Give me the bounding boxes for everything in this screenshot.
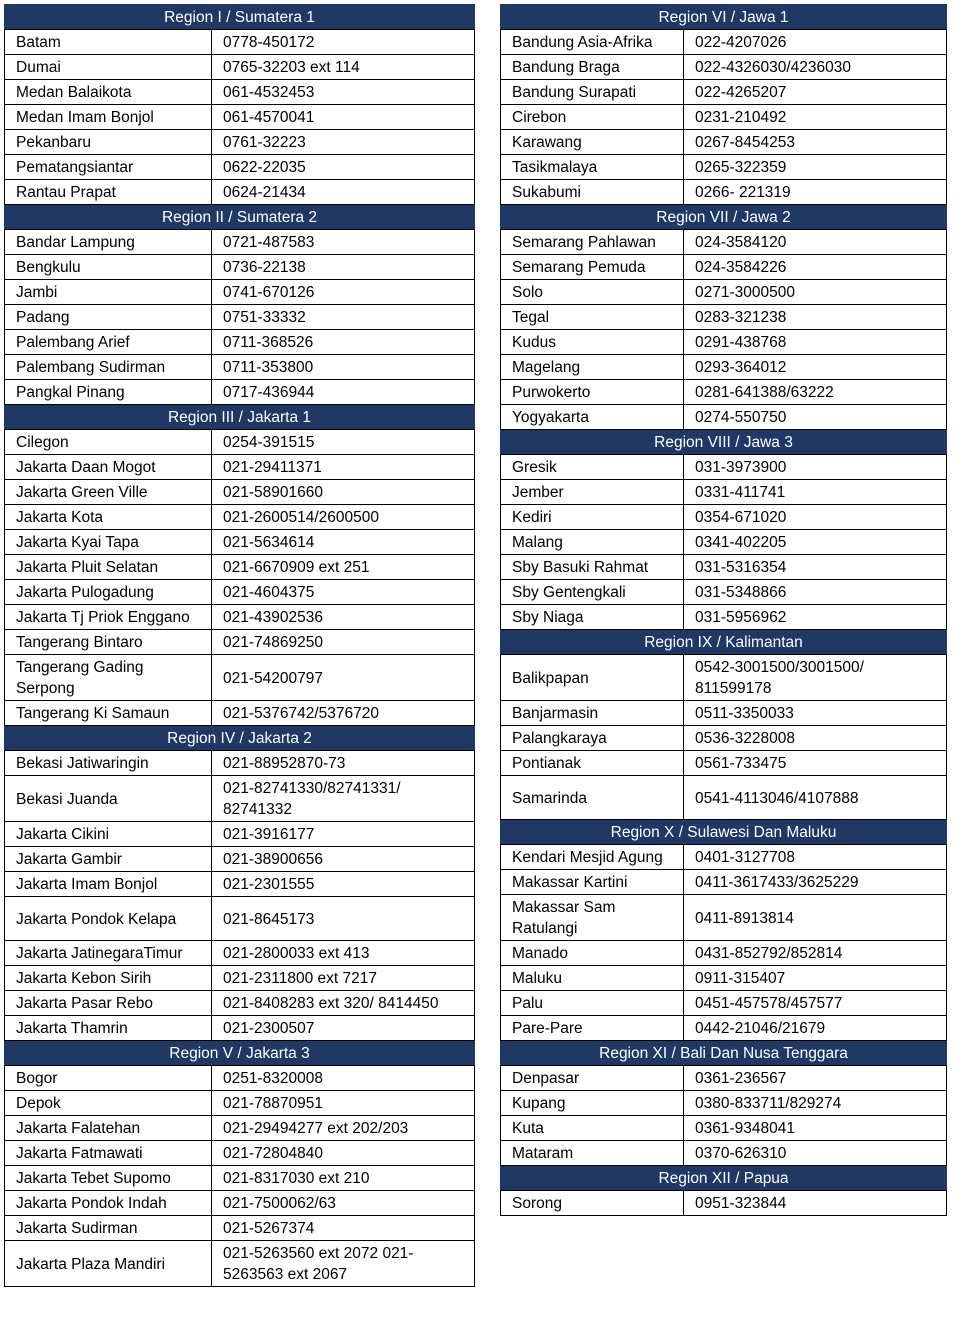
region-header (5, 5, 475, 30)
branch-phone: 021-58901660 (212, 480, 475, 505)
region-header (501, 630, 947, 655)
branch-phone: 022-4207026 (684, 30, 947, 55)
region-header (5, 1041, 475, 1066)
region-title: Region IX / Kalimantan (501, 630, 947, 655)
branch-phone: 024-3584120 (684, 230, 947, 255)
branch-name: Dumai (5, 55, 212, 80)
table-row (501, 845, 947, 870)
branch-name: Bogor (5, 1066, 212, 1091)
branch-phone: 0431-852792/852814 (684, 941, 947, 966)
branch-phone: 021-8317030 ext 210 (212, 1166, 475, 1191)
table-row (501, 55, 947, 80)
region-header (501, 820, 947, 845)
branch-phone: 0361-236567 (684, 1066, 947, 1091)
branch-name: Gresik (501, 455, 684, 480)
branch-phone: 022-4326030/4236030 (684, 55, 947, 80)
branch-phone: 0401-3127708 (684, 845, 947, 870)
region-header (501, 5, 947, 30)
branch-name: Kediri (501, 505, 684, 530)
branch-name: Jakarta Fatmawati (5, 1141, 212, 1166)
branch-name: Jakarta Kyai Tapa (5, 530, 212, 555)
table-row (5, 605, 475, 630)
table-row (501, 255, 947, 280)
table-row (5, 822, 475, 847)
region-header (5, 205, 475, 230)
table-row (501, 405, 947, 430)
table-row (501, 605, 947, 630)
branch-name: Jakarta Kota (5, 505, 212, 530)
branch-phone: 0281-641388/63222 (684, 380, 947, 405)
branch-name: Batam (5, 30, 212, 55)
table-row (5, 180, 475, 205)
branch-phone: 021-78870951 (212, 1091, 475, 1116)
branch-name: Jakarta Pasar Rebo (5, 991, 212, 1016)
table-row (501, 130, 947, 155)
branch-name: Jakarta Pondok Kelapa (5, 897, 212, 941)
branch-phone: 0283-321238 (684, 305, 947, 330)
branch-phone: 021-5263560 ext 2072 021-5263563 ext 2067 (212, 1241, 475, 1287)
table-row (501, 1141, 947, 1166)
table-row (501, 776, 947, 820)
branch-name: Cilegon (5, 430, 212, 455)
table-row (5, 1066, 475, 1091)
branch-name: Jakarta Daan Mogot (5, 455, 212, 480)
branch-phone: 0293-364012 (684, 355, 947, 380)
table-row (5, 1216, 475, 1241)
table-row (5, 155, 475, 180)
branch-name: Rantau Prapat (5, 180, 212, 205)
table-row (5, 355, 475, 380)
branch-name: Jakarta Green Ville (5, 480, 212, 505)
table-row (501, 505, 947, 530)
table-row (501, 80, 947, 105)
table-row (5, 1116, 475, 1141)
table-row (501, 355, 947, 380)
branch-name: Semarang Pahlawan (501, 230, 684, 255)
branch-phone: 021-8408283 ext 320/ 8414450 (212, 991, 475, 1016)
table-row (5, 991, 475, 1016)
branch-name: Makassar Sam Ratulangi (501, 895, 684, 941)
table-row (501, 330, 947, 355)
branch-name: Mataram (501, 1141, 684, 1166)
branch-name: Makassar Kartini (501, 870, 684, 895)
branch-name: Tangerang Bintaro (5, 630, 212, 655)
branch-phone: 0721-487583 (212, 230, 475, 255)
branch-phone: 021-88952870-73 (212, 751, 475, 776)
branch-phone: 0511-3350033 (684, 701, 947, 726)
table-row (5, 1016, 475, 1041)
branch-name: Yogyakarta (501, 405, 684, 430)
branch-phone: 021-29494277 ext 202/203 (212, 1116, 475, 1141)
table-row (5, 230, 475, 255)
branch-name: Cirebon (501, 105, 684, 130)
table-row (501, 895, 947, 941)
left-branch-table (4, 4, 475, 1287)
branch-name: Medan Imam Bonjol (5, 105, 212, 130)
table-row (501, 380, 947, 405)
table-row (501, 480, 947, 505)
table-row (5, 1091, 475, 1116)
branch-phone: 061-4532453 (212, 80, 475, 105)
branch-phone: 021-2600514/2600500 (212, 505, 475, 530)
table-row (5, 105, 475, 130)
branch-name: Bengkulu (5, 255, 212, 280)
table-row (501, 966, 947, 991)
region-title: Region XI / Bali Dan Nusa Tenggara (501, 1041, 947, 1066)
branch-phone: 0911-315407 (684, 966, 947, 991)
table-row (5, 505, 475, 530)
table-row (5, 701, 475, 726)
branch-name: Karawang (501, 130, 684, 155)
branch-phone: 0761-32223 (212, 130, 475, 155)
branch-phone: 021-2311800 ext 7217 (212, 966, 475, 991)
branch-name: Kupang (501, 1091, 684, 1116)
branch-phone: 021-38900656 (212, 847, 475, 872)
branch-name: Jakarta Kebon Sirih (5, 966, 212, 991)
branch-phone: 021-29411371 (212, 455, 475, 480)
table-row (5, 55, 475, 80)
region-title: Region V / Jakarta 3 (5, 1041, 475, 1066)
branch-phone: 0736-22138 (212, 255, 475, 280)
table-row (5, 380, 475, 405)
table-row (5, 80, 475, 105)
branch-name: Kudus (501, 330, 684, 355)
branch-name: Manado (501, 941, 684, 966)
branch-name: Pontianak (501, 751, 684, 776)
region-title: Region IV / Jakarta 2 (5, 726, 475, 751)
branch-name: Magelang (501, 355, 684, 380)
branch-phone: 061-4570041 (212, 105, 475, 130)
branch-name: Jakarta Tebet Supomo (5, 1166, 212, 1191)
table-row (5, 630, 475, 655)
table-row (5, 751, 475, 776)
table-row (501, 751, 947, 776)
branch-phone: 021-8645173 (212, 897, 475, 941)
branch-name: Jember (501, 480, 684, 505)
branch-phone: 0271-3000500 (684, 280, 947, 305)
region-header (501, 1041, 947, 1066)
branch-name: Sby Niaga (501, 605, 684, 630)
table-row (501, 580, 947, 605)
branch-name: Denpasar (501, 1066, 684, 1091)
table-row (5, 776, 475, 822)
table-row (501, 30, 947, 55)
branch-phone: 0251-8320008 (212, 1066, 475, 1091)
table-row (501, 230, 947, 255)
table-row (501, 991, 947, 1016)
branch-name: Jakarta Sudirman (5, 1216, 212, 1241)
branch-name: Solo (501, 280, 684, 305)
branch-phone: 021-82741330/82741331/ 82741332 (212, 776, 475, 822)
branch-phone: 021-74869250 (212, 630, 475, 655)
branch-name: Balikpapan (501, 655, 684, 701)
region-header (5, 405, 475, 430)
branch-name: Jakarta Pondok Indah (5, 1191, 212, 1216)
branch-phone: 0331-411741 (684, 480, 947, 505)
branch-phone: 021-5267374 (212, 1216, 475, 1241)
table-row (5, 280, 475, 305)
branch-phone: 0361-9348041 (684, 1116, 947, 1141)
branch-phone: 021-72804840 (212, 1141, 475, 1166)
region-title: Region VIII / Jawa 3 (501, 430, 947, 455)
table-row (501, 1016, 947, 1041)
table-row (5, 1141, 475, 1166)
region-title: Region II / Sumatera 2 (5, 205, 475, 230)
table-row (5, 130, 475, 155)
branch-phone: 0451-457578/457577 (684, 991, 947, 1016)
branch-phone: 0265-322359 (684, 155, 947, 180)
branch-name: Pekanbaru (5, 130, 212, 155)
table-row (501, 655, 947, 701)
table-row (501, 280, 947, 305)
branch-phone: 0951-323844 (684, 1191, 947, 1216)
branch-name: Padang (5, 305, 212, 330)
branch-phone: 0411-3617433/3625229 (684, 870, 947, 895)
table-row (501, 1066, 947, 1091)
branch-name: Purwokerto (501, 380, 684, 405)
branch-phone: 0266- 221319 (684, 180, 947, 205)
branch-name: Bandung Braga (501, 55, 684, 80)
table-row (5, 555, 475, 580)
table-row (5, 1166, 475, 1191)
branch-phone: 031-5956962 (684, 605, 947, 630)
table-row (501, 701, 947, 726)
branch-phone: 0711-368526 (212, 330, 475, 355)
table-row (5, 455, 475, 480)
branch-phone: 0267-8454253 (684, 130, 947, 155)
branch-name: Banjarmasin (501, 701, 684, 726)
branch-name: Tangerang Ki Samaun (5, 701, 212, 726)
table-row (501, 530, 947, 555)
table-row (5, 530, 475, 555)
branch-phone: 021-2301555 (212, 872, 475, 897)
branch-phone: 031-5316354 (684, 555, 947, 580)
table-row (501, 155, 947, 180)
branch-name: Sorong (501, 1191, 684, 1216)
table-row (5, 1241, 475, 1287)
branch-phone: 021-5634614 (212, 530, 475, 555)
branch-phone: 0541-4113046/4107888 (684, 776, 947, 820)
branch-name: Kuta (501, 1116, 684, 1141)
branch-name: Jakarta Pulogadung (5, 580, 212, 605)
branch-phone: 0274-550750 (684, 405, 947, 430)
branch-name: Tegal (501, 305, 684, 330)
branch-name: Palu (501, 991, 684, 1016)
branch-name: Jambi (5, 280, 212, 305)
region-header (501, 205, 947, 230)
branch-name: Sby Gentengkali (501, 580, 684, 605)
branch-name: Bekasi Juanda (5, 776, 212, 822)
region-header (501, 430, 947, 455)
table-row (5, 30, 475, 55)
branch-phone: 021-7500062/63 (212, 1191, 475, 1216)
region-title: Region X / Sulawesi Dan Maluku (501, 820, 947, 845)
branch-phone: 0622-22035 (212, 155, 475, 180)
table-row (5, 580, 475, 605)
table-row (5, 941, 475, 966)
branch-phone: 0354-671020 (684, 505, 947, 530)
branch-name: Sby Basuki Rahmat (501, 555, 684, 580)
branch-phone: 021-4604375 (212, 580, 475, 605)
branch-name: Maluku (501, 966, 684, 991)
region-title: Region I / Sumatera 1 (5, 5, 475, 30)
table-row (501, 1116, 947, 1141)
branch-phone: 0717-436944 (212, 380, 475, 405)
branch-phone: 0741-670126 (212, 280, 475, 305)
table-row (5, 430, 475, 455)
branch-phone: 0751-33332 (212, 305, 475, 330)
branch-phone: 0254-391515 (212, 430, 475, 455)
region-title: Region VII / Jawa 2 (501, 205, 947, 230)
branch-name: Tasikmalaya (501, 155, 684, 180)
region-title: Region III / Jakarta 1 (5, 405, 475, 430)
branch-name: Palangkaraya (501, 726, 684, 751)
branch-phone: 0442-21046/21679 (684, 1016, 947, 1041)
branch-phone: 031-3973900 (684, 455, 947, 480)
table-row (5, 305, 475, 330)
table-row (5, 1191, 475, 1216)
branch-name: Jakarta Falatehan (5, 1116, 212, 1141)
branch-name: Jakarta Gambir (5, 847, 212, 872)
branch-phone: 0561-733475 (684, 751, 947, 776)
branch-name: Bekasi Jatiwaringin (5, 751, 212, 776)
branch-name: Jakarta Imam Bonjol (5, 872, 212, 897)
table-row (501, 1191, 947, 1216)
table-row (501, 941, 947, 966)
branch-name: Malang (501, 530, 684, 555)
branch-name: Bandung Surapati (501, 80, 684, 105)
branch-name: Jakarta Cikini (5, 822, 212, 847)
region-header (501, 1166, 947, 1191)
table-row (501, 180, 947, 205)
branch-phone: 031-5348866 (684, 580, 947, 605)
table-row (5, 897, 475, 941)
branch-phone: 0542-3001500/3001500/ 811599178 (684, 655, 947, 701)
table-row (501, 555, 947, 580)
branch-phone: 021-5376742/5376720 (212, 701, 475, 726)
table-row (5, 480, 475, 505)
branch-phone: 0778-450172 (212, 30, 475, 55)
branch-phone: 0411-8913814 (684, 895, 947, 941)
branch-phone: 021-2300507 (212, 1016, 475, 1041)
branch-phone: 021-54200797 (212, 655, 475, 701)
branch-phone: 024-3584226 (684, 255, 947, 280)
branch-name: Jakarta Tj Priok Enggano (5, 605, 212, 630)
branch-name: Jakarta JatinegaraTimur (5, 941, 212, 966)
branch-name: Jakarta Plaza Mandiri (5, 1241, 212, 1287)
table-row (501, 105, 947, 130)
table-row (501, 305, 947, 330)
branch-phone: 0711-353800 (212, 355, 475, 380)
branch-name: Palembang Arief (5, 330, 212, 355)
branch-phone: 0370-626310 (684, 1141, 947, 1166)
table-row (5, 966, 475, 991)
table-row (5, 255, 475, 280)
branch-phone: 0231-210492 (684, 105, 947, 130)
table-row (501, 1091, 947, 1116)
branch-phone: 0765-32203 ext 114 (212, 55, 475, 80)
branch-name: Jakarta Thamrin (5, 1016, 212, 1041)
branch-phone: 021-2800033 ext 413 (212, 941, 475, 966)
branch-phone: 022-4265207 (684, 80, 947, 105)
table-row (5, 655, 475, 701)
region-title: Region VI / Jawa 1 (501, 5, 947, 30)
branch-name: Pangkal Pinang (5, 380, 212, 405)
table-row (5, 872, 475, 897)
branch-name: Palembang Sudirman (5, 355, 212, 380)
branch-name: Semarang Pemuda (501, 255, 684, 280)
branch-phone: 021-3916177 (212, 822, 475, 847)
branch-name: Kendari Mesjid Agung (501, 845, 684, 870)
branch-name: Tangerang Gading Serpong (5, 655, 212, 701)
table-row (5, 847, 475, 872)
table-row (5, 330, 475, 355)
branch-name: Samarinda (501, 776, 684, 820)
table-row (501, 726, 947, 751)
branch-name: Jakarta Pluit Selatan (5, 555, 212, 580)
branch-name: Pematangsiantar (5, 155, 212, 180)
region-title: Region XII / Papua (501, 1166, 947, 1191)
branch-name: Depok (5, 1091, 212, 1116)
branch-name: Medan Balaikota (5, 80, 212, 105)
table-row (501, 870, 947, 895)
right-branch-table (500, 4, 947, 1216)
branch-name: Bandung Asia-Afrika (501, 30, 684, 55)
branch-phone: 0624-21434 (212, 180, 475, 205)
branch-phone: 021-43902536 (212, 605, 475, 630)
branch-phone: 0341-402205 (684, 530, 947, 555)
branch-name: Pare-Pare (501, 1016, 684, 1041)
branch-name: Bandar Lampung (5, 230, 212, 255)
branch-phone: 0291-438768 (684, 330, 947, 355)
branch-name: Sukabumi (501, 180, 684, 205)
branch-phone: 0380-833711/829274 (684, 1091, 947, 1116)
region-header (5, 726, 475, 751)
table-row (501, 455, 947, 480)
branch-phone: 021-6670909 ext 251 (212, 555, 475, 580)
branch-phone: 0536-3228008 (684, 726, 947, 751)
